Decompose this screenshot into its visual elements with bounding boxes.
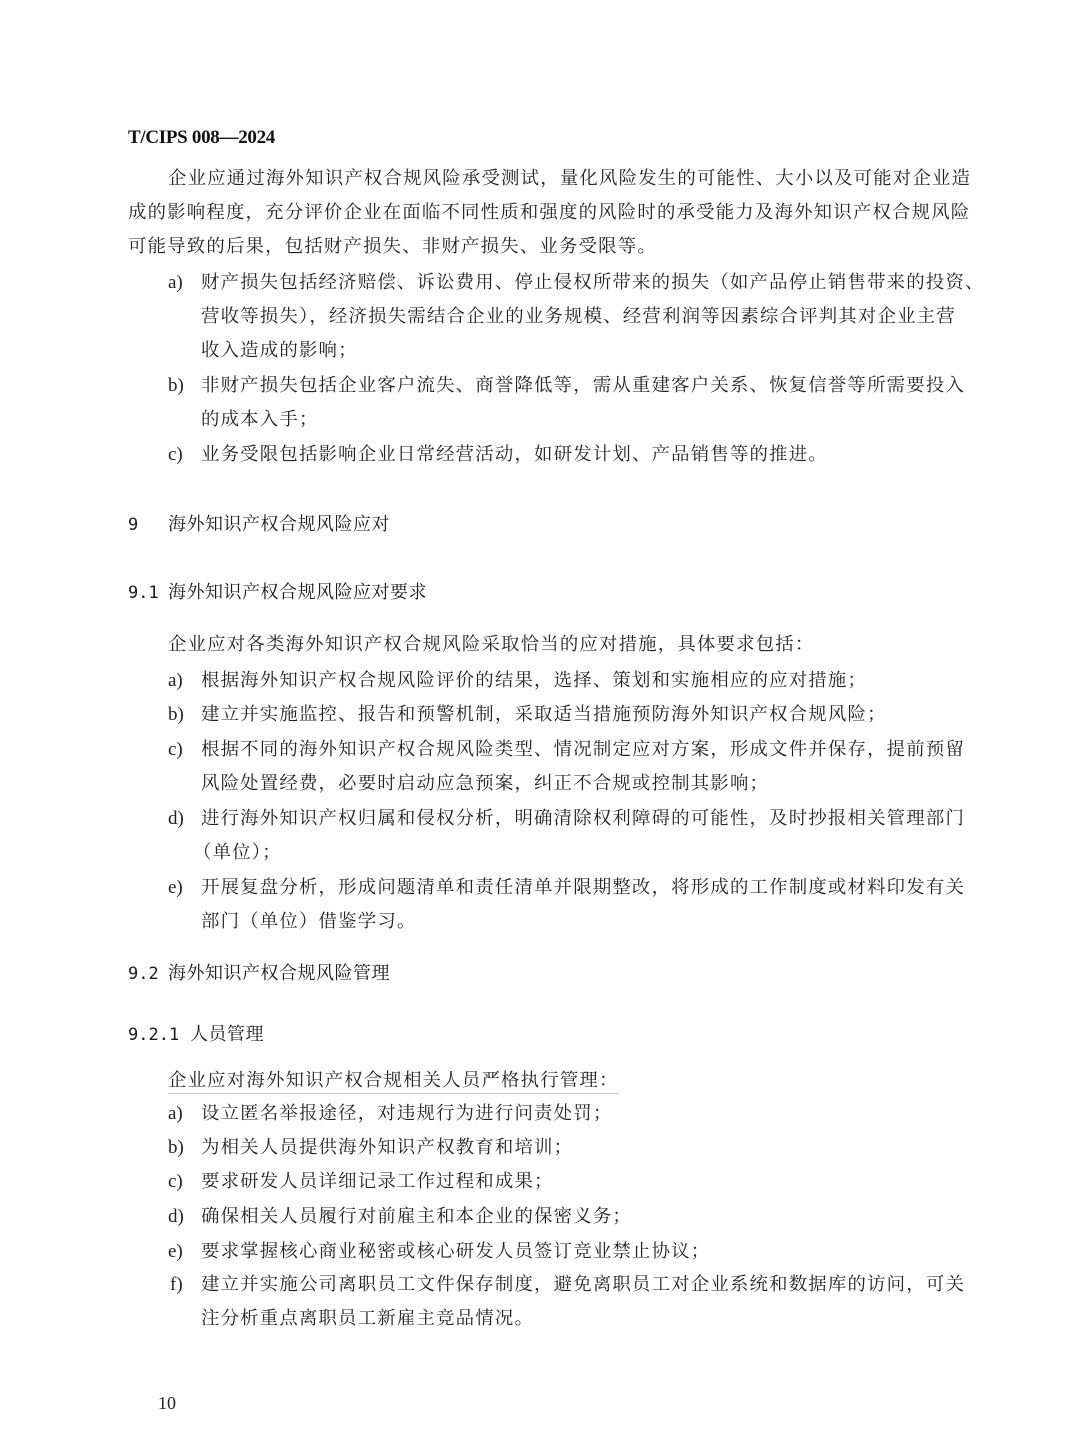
list-item-line: 开展复盘分析，形成问题清单和责任清单并限期整改，将形成的工作制度或材料印发有关 <box>201 877 966 898</box>
list-marker: c) <box>168 739 183 760</box>
page-number: 10 <box>158 1393 176 1413</box>
list-item-line: 注分析重点离职员工新雇主竞品情况。 <box>201 1308 535 1329</box>
section-number: 9.2 <box>128 964 159 984</box>
list-marker: a) <box>168 272 183 293</box>
list-marker: a) <box>168 670 183 691</box>
list-item-line: 建立并实施公司离职员工文件保存制度，避免离职员工对企业系统和数据库的访问，可关 <box>201 1274 966 1295</box>
section-heading-9-2 <box>128 962 928 986</box>
list-marker: d) <box>168 808 184 829</box>
list-item-line: 要求研发人员详细记录工作过程和成果； <box>201 1171 554 1192</box>
list-item-line: 收入造成的影响； <box>201 340 358 361</box>
list-item-line: 财产损失包括经济赔偿、诉讼费用、停止侵权所带来的损失（如产品停止销售带来的投资、 <box>201 272 985 293</box>
list-item-line: 根据海外知识产权合规风险评价的结果，选择、策划和实施相应的应对措施； <box>201 670 868 691</box>
section-heading-9-2-1 <box>128 1023 928 1047</box>
section-title: 海外知识产权合规风险应对 <box>168 514 390 535</box>
section-title: 海外知识产权合规风险管理 <box>168 963 390 984</box>
section-heading-9-1 <box>128 581 928 605</box>
list-item-line: 非财产损失包括企业客户流失、商誉降低等，需从重建客户关系、恢复信誉等所需要投入 <box>201 375 966 396</box>
list-marker: a) <box>168 1103 183 1124</box>
section-title: 海外知识产权合规风险应对要求 <box>168 582 427 603</box>
list-item-line: 进行海外知识产权归属和侵权分析，明确清除权利障碍的可能性，及时抄报相关管理部门 <box>201 808 966 829</box>
paragraph-line: 企业应通过海外知识产权合规风险承受测试，量化风险发生的可能性、大小以及可能对企业造 <box>168 168 972 189</box>
list-item-line: 根据不同的海外知识产权合规风险类型、情况制定应对方案，形成文件并保存，提前预留 <box>201 739 966 760</box>
list-item-line: （单位）； <box>193 842 282 863</box>
section-number: 9 <box>128 515 139 535</box>
paragraph-line: 可能导致的后果，包括财产损失、非财产损失、业务受限等。 <box>128 236 657 257</box>
list-marker: f) <box>170 1274 183 1295</box>
list-marker: c) <box>168 444 183 465</box>
list-marker: c) <box>168 1171 183 1192</box>
list-marker: b) <box>168 375 184 396</box>
list-item-line: 要求掌握核心商业秘密或核心研发人员签订竞业禁止协议； <box>201 1241 711 1262</box>
list-marker: e) <box>168 877 183 898</box>
list-marker: b) <box>168 704 184 725</box>
list-item-line: 建立并实施监控、报告和预警机制，采取适当措施预防海外知识产权合规风险； <box>201 704 887 725</box>
section-number: 9.2.1 <box>128 1025 180 1045</box>
list-item-line: 风险处置经费，必要时启动应急预案，纠正不合规或控制其影响； <box>201 773 770 794</box>
section-heading-9 <box>128 513 928 537</box>
paragraph-line: 成的影响程度，充分评价企业在面临不同性质和强度的风险时的承受能力及海外知识产权合规风险 <box>128 202 971 223</box>
list-item-line: 设立匿名举报途径，对违规行为进行问责处罚； <box>201 1103 613 1124</box>
list-item-line: 部门（单位）借鉴学习。 <box>201 911 417 932</box>
section-number: 9.1 <box>128 583 159 603</box>
list-item-line: 确保相关人员履行对前雇主和本企业的保密义务； <box>201 1206 632 1227</box>
list-item-line: 为相关人员提供海外知识产权教育和培训； <box>201 1137 574 1158</box>
list-item-line: 的成本入手； <box>201 409 319 430</box>
document-id: T/CIPS 008—2024 <box>128 127 275 148</box>
list-item-line: 业务受限包括影响企业日常经营活动，如研发计划、产品销售等的推进。 <box>201 444 828 465</box>
list-item-line: 营收等损失），经济损失需结合企业的业务规模、经营利润等因素综合评判其对企业主营 <box>201 306 956 327</box>
list-marker: e) <box>168 1241 183 1262</box>
section-title: 人员管理 <box>190 1024 264 1045</box>
list-marker: b) <box>168 1137 184 1158</box>
paragraph-line: 企业应对各类海外知识产权合规风险采取恰当的应对措施，具体要求包括： <box>168 634 815 655</box>
list-marker: d) <box>168 1206 184 1227</box>
paragraph-line: 企业应对海外知识产权合规相关人员严格执行管理： <box>168 1069 619 1094</box>
